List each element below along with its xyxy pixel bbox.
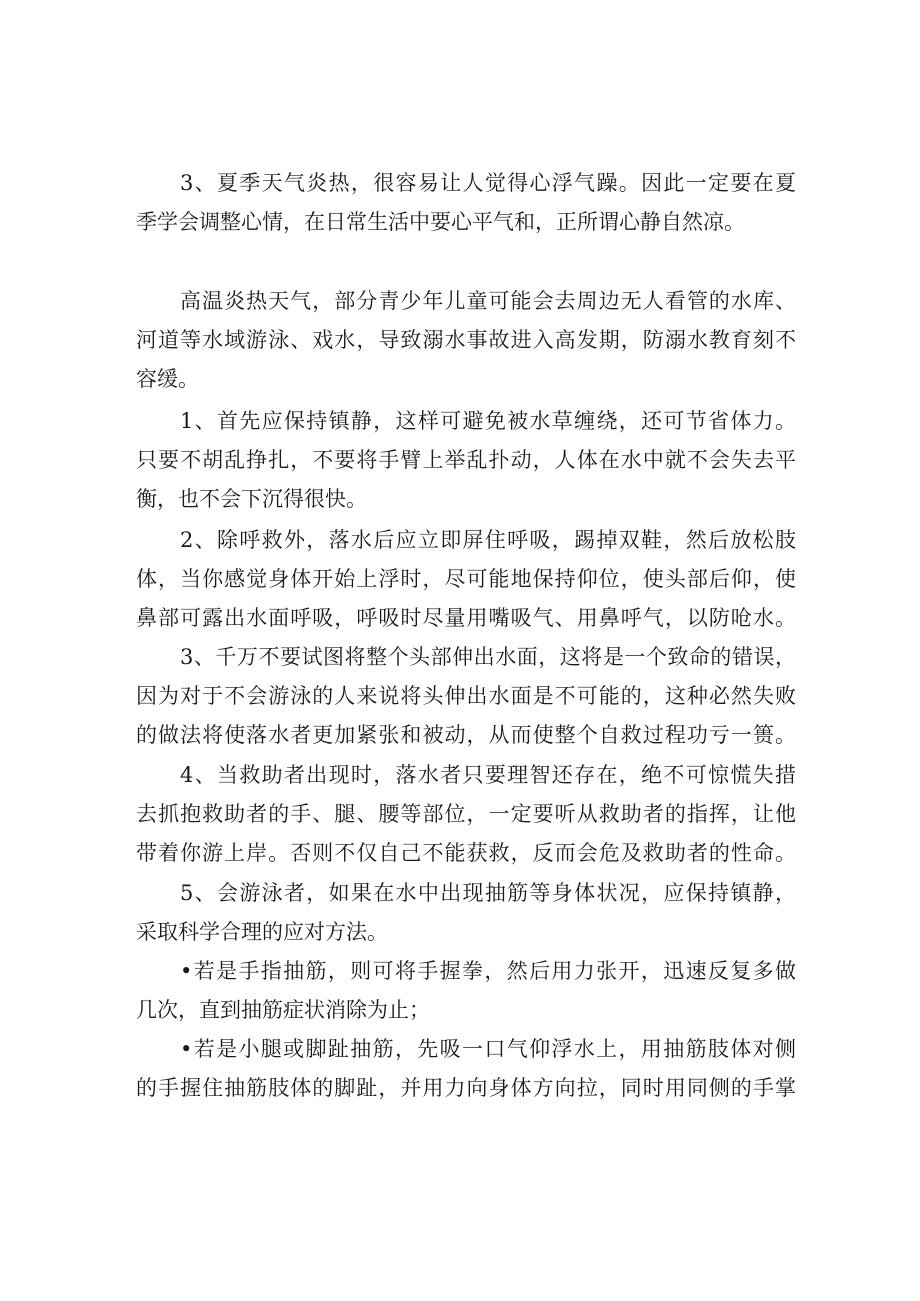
paragraph-leg-cramp — [136, 1030, 796, 1108]
paragraph-line: 高温炎热天气，部分青少年儿童可能会去周边无人看管的水库、 — [180, 289, 796, 313]
paragraph-line: 采取科学合理的应对方法。 — [136, 920, 388, 944]
paragraph-line: 容缓。 — [136, 367, 199, 391]
paragraph-line: 3、千万不要试图将整个头部伸出水面，这将是一个致命的错误， — [180, 645, 796, 669]
paragraph-finger-cramp — [136, 952, 796, 1030]
paragraph-line: 几次，直到抽筋症状消除为止； — [136, 998, 430, 1022]
paragraph-tip-4 — [136, 756, 796, 873]
paragraph-line: 因为对于不会游泳的人来说将头伸出水面是不可能的，这种必然失败 — [136, 684, 796, 708]
paragraph-line: 河道等水域游泳、戏水，导致溺水事故进入高发期，防溺水教育刻不 — [136, 328, 796, 352]
paragraph-line: 2、除呼救外，落水后应立即屏住呼吸，踢掉双鞋，然后放松肢 — [180, 528, 796, 552]
paragraph-line: 的手握住抽筋肢体的脚趾，并用力向身体方向拉，同时用同侧的手掌 — [136, 1076, 796, 1100]
paragraph-line: 衡，也不会下沉得很快。 — [136, 487, 367, 511]
paragraph-tip-3 — [136, 638, 796, 755]
paragraph-tip-2 — [136, 521, 796, 638]
paragraph-line: 去抓抱救助者的手、腿、腰等部位，一定要听从救助者的指挥，让他 — [136, 802, 796, 826]
paragraph-line: 的做法将使落水者更加紧张和被动，从而使整个自救过程功亏一篑。 — [136, 723, 796, 747]
paragraph-line: 季学会调整心情，在日常生活中要心平气和，正所谓心静自然凉。 — [136, 210, 745, 234]
paragraph-drowning-intro — [136, 282, 796, 399]
paragraph-line: 鼻部可露出水面呼吸，呼吸时尽量用嘴吸气、用鼻呼气，以防呛水。 — [136, 606, 796, 630]
paragraph-tip-5 — [136, 874, 796, 952]
bullet-line: •若是手指抽筋，则可将手握拳，然后用力张开，迅速反复多做 — [180, 959, 796, 983]
paragraph-line: 3、夏季天气炎热，很容易让人觉得心浮气躁。因此一定要在夏 — [180, 171, 796, 195]
paragraph-line: 5、会游泳者，如果在水中出现抽筋等身体状况，应保持镇静， — [180, 881, 796, 905]
paragraph-line: 只要不胡乱挣扎，不要将手臂上举乱扑动，人体在水中就不会失去平 — [136, 448, 796, 472]
paragraph-line: 4、当救助者出现时，落水者只要理智还存在，绝不可惊慌失措 — [180, 763, 796, 787]
paragraph-summer-mood — [136, 164, 796, 242]
paragraph-tip-1 — [136, 402, 796, 519]
paragraph-line: 体，当你感觉身体开始上浮时，尽可能地保持仰位，使头部后仰，使 — [136, 567, 796, 591]
paragraph-line: 1、首先应保持镇静，这样可避免被水草缠绕，还可节省体力。 — [180, 409, 796, 433]
paragraph-line: 带着你游上岸。否则不仅自己不能获救，反而会危及救助者的性命。 — [136, 841, 796, 865]
bullet-line: •若是小腿或脚趾抽筋，先吸一口气仰浮水上，用抽筋肢体对侧 — [180, 1037, 796, 1061]
